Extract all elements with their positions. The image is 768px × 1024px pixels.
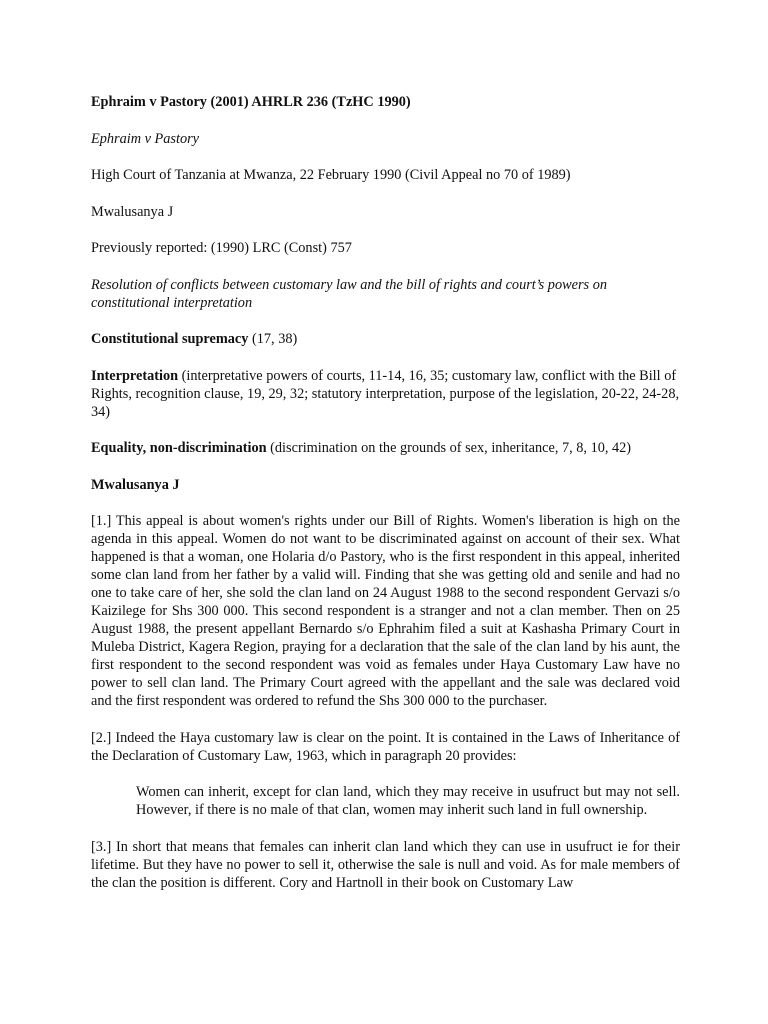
keyword-equality [91, 439, 680, 457]
judgment-heading: Mwalusanya J [91, 476, 180, 493]
paragraph-2: [2.] Indeed the Haya customary law is clear on the point. It is contained in the Laws of Inheritance of the Declaration of Customary Law, 1963, which in paragraph 20 provides: [91, 729, 680, 764]
paragraph-1: [1.] This appeal is about women's rights under our Bill of Rights. Women's liberation is high on the agenda in this appeal. Women do not want to be discriminated against on account of their sex. What happened is that a woman, one Holaria d/o Pastory, who is the first respondent in this appeal, inherited some clan land from her father by a valid will. Finding that she was getting old and senile and had no one to take care of her, she sold the clan land on 24 August 1988 to the second respondent Gervazi s/o Kaizilege for Shs 300 000. This second respondent is a stranger and not a clan member. Then on 25 August 1988, the present appellant Bernardo s/o Ephrahim filed a suit at Kashasha Primary Court in Muleba District, Kagera Region, praying for a declaration that the sale of the clan land by his aunt, the first respondent to the second respondent was void as females under Haya Customary Law have no power to sell clan land. The Primary Court agreed with the appellant and the sale was declared void and the first respondent was ordered to refund the Shs 300 000 to the purchaser. [91, 513, 680, 709]
block-quote: Women can inherit, except for clan land, which they may receive in usufruct but may not sell. However, if there is no male of that clan, women may inherit such land in full ownership. [136, 784, 680, 818]
keyword-detail: (discrimination on the grounds of sex, inheritance, 7, 8, 10, 42) [266, 440, 632, 456]
previously-reported: Previously reported: (1990) LRC (Const) 757 [91, 240, 352, 256]
citation-title: Ephraim v Pastory (2001) AHRLR 236 (TzHC 1990) [91, 94, 411, 110]
keyword-interpretation [91, 367, 680, 421]
keyword-constitutional-supremacy [91, 330, 680, 348]
keyword-term: Interpretation [91, 367, 179, 384]
keyword-term: Equality, non-discrimination [91, 440, 267, 456]
keyword-term: Constitutional supremacy [91, 331, 249, 347]
case-summary: Resolution of conflicts between customary law and the bill of rights and court’s powers on constitutional interpretation [91, 276, 607, 311]
court-line: High Court of Tanzania at Mwanza, 22 February 1990 (Civil Appeal no 70 of 1989) [91, 167, 571, 183]
case-name: Ephraim v Pastory [91, 130, 200, 147]
keyword-detail: (17, 38) [248, 331, 298, 347]
keyword-detail: (interpretative powers of courts, 11-14, 16, 35; customary law, conflict with the Bill of Rights, recognition clause, 19, 29, 32; statutory interpretation, purpose of the legislation, 20-22, 24-28, 34) [91, 367, 680, 420]
paragraph-3: [3.] In short that means that females can inherit clan land which they can use in usufruct ie for their lifetime. But they have no power to sell it, otherwise the sale is null and void. As for male members of the clan the position is different. Cory and Hartnoll in their book on Customary Law [91, 838, 680, 891]
judge-line: Mwalusanya J [91, 203, 174, 220]
